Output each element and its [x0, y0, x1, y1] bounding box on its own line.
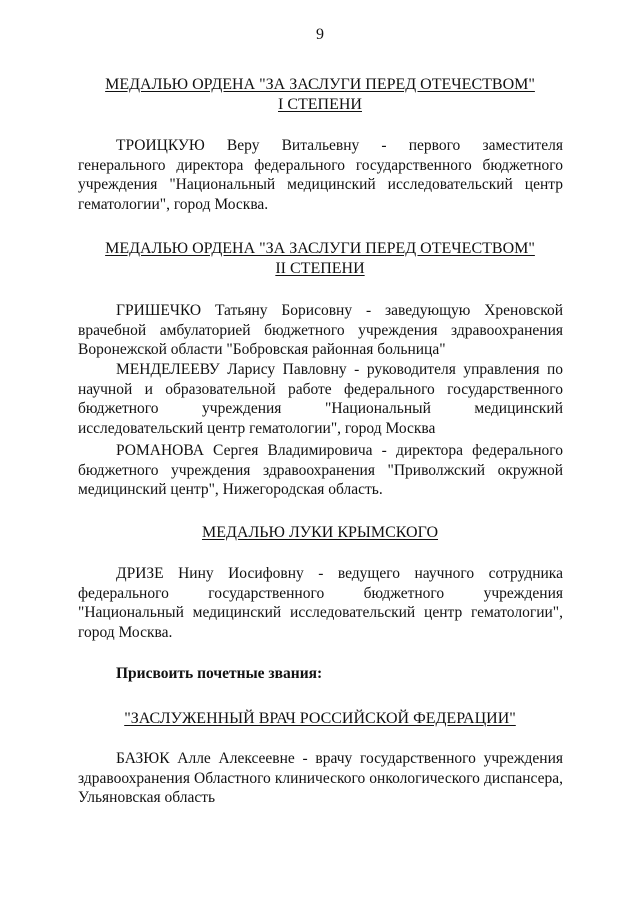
section2-heading-line1: МЕДАЛЬЮ ОРДЕНА "ЗА ЗАСЛУГИ ПЕРЕД ОТЕЧЕСТВОМ"	[105, 240, 535, 257]
section4-heading: "ЗАСЛУЖЕННЫЙ ВРАЧ РОССИЙСКОЙ ФЕДЕРАЦИИ"	[124, 710, 516, 727]
section2-heading-line2: II СТЕПЕНИ	[275, 260, 365, 277]
award-entry-drize: ДРИЗЕ Нину Иосифовну - ведущего научного сотрудника федерального государственного бюджетного учреждения "Национальный медицинский исследовательский центр гематологии", город Москва.	[78, 565, 563, 641]
honorary-titles-label: Присвоить почетные звания:	[116, 665, 323, 682]
award-entry-bazyuk: БАЗЮК Алле Алексеевне - врачу государственного учреждения здравоохранения Областного клинического онкологического диспансера, Ульяновская область	[78, 750, 563, 807]
section1-heading-line2: I СТЕПЕНИ	[278, 96, 362, 113]
section1-heading-line1: МЕДАЛЬЮ ОРДЕНА "ЗА ЗАСЛУГИ ПЕРЕД ОТЕЧЕСТВОМ"	[105, 76, 535, 93]
section3-heading: МЕДАЛЬЮ ЛУКИ КРЫМСКОГО	[201, 524, 438, 541]
award-entry-grishechko: ГРИШЕЧКО Татьяну Борисовну - заведующую Хреновской врачебной амбулаторией бюджетного учреждения здравоохранения Воронежской области "Бобровская районная больница"	[78, 302, 563, 359]
award-entry-mendeleeva: МЕНДЕЛЕЕВУ Ларису Павловну - руководителя управления по научной и образовательной работе федерального государственного бюджетного учреждения "Национальный медицинский исследовательский центр гематологии", город Москва	[78, 361, 563, 437]
award-entry-romanov: РОМАНОВА Сергея Владимировича - директора федерального бюджетного учреждения здравоохранения "Приволжский окружной медицинский центр", Нижегородская область.	[78, 442, 563, 499]
page-number: 9	[316, 26, 324, 43]
award-entry-troitskaya: ТРОИЦКУЮ Веру Витальевну - первого заместителя генерального директора федерального государственного бюджетного учреждения "Национальный медицинский исследовательский центр гематологии", город Москва.	[78, 137, 563, 213]
